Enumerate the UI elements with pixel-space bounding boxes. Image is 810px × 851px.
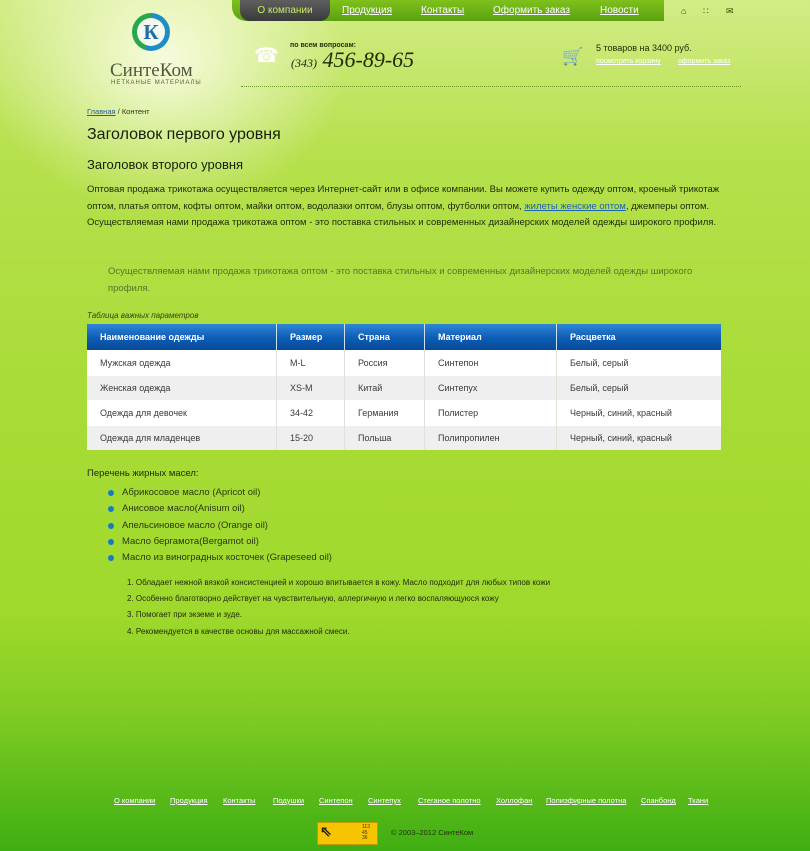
footer-link[interactable]: Полиэфирные полотна	[546, 796, 627, 805]
nav-item-products[interactable]: Продукция	[342, 5, 393, 16]
logo-mark[interactable]	[132, 13, 170, 51]
footer-link[interactable]: Подушки	[273, 796, 305, 805]
copyright: © 2003–2012 СинтеКом	[391, 828, 474, 837]
footer-link[interactable]: О компании	[114, 796, 156, 805]
footer-link[interactable]: Синтепух	[368, 796, 401, 805]
top-nav	[232, 0, 664, 21]
list-item-label: Анисовое масло(Anisum oil)	[122, 503, 245, 515]
table-cell: Польша	[345, 426, 425, 451]
bullet-icon	[108, 523, 114, 529]
list-item	[108, 503, 332, 519]
view-cart-link[interactable]: посмотреть корзину	[596, 58, 661, 65]
phone-code: (343)	[291, 56, 317, 70]
logo-letter: К	[137, 18, 165, 46]
table-header: Расцветка	[557, 324, 722, 351]
table-cell: Синтепон	[425, 351, 557, 376]
nav-item-order[interactable]: Оформить заказ	[493, 5, 570, 16]
list-item	[108, 520, 332, 536]
nav-item-contacts[interactable]: Контакты	[421, 5, 465, 16]
intro-link[interactable]: жилеты женские оптом	[524, 200, 626, 212]
sitemap-icon[interactable]: ∷	[703, 6, 709, 16]
mail-icon[interactable]: ✉	[726, 6, 734, 16]
counter-badge[interactable]	[317, 822, 378, 845]
table-row	[87, 401, 721, 426]
numbered-item: 1. Обладает нежной вязкой консистенцией и хорошо впитывается в кожу. Масло подходит для любых типов кожи	[127, 578, 551, 587]
bullet-icon	[108, 539, 114, 545]
oil-list	[108, 487, 332, 568]
phone-number	[291, 47, 414, 73]
list-item-label: Масло из виноградных косточек (Grapeseed oil)	[122, 552, 332, 564]
breadcrumb-home[interactable]: Главная	[87, 107, 116, 116]
table-cell: Синтепух	[425, 376, 557, 401]
footer-link[interactable]: Синтепон	[319, 796, 353, 805]
logo-name[interactable]: СинтеКом	[110, 60, 193, 81]
bullet-icon	[108, 490, 114, 496]
footer-link[interactable]: Контакты	[223, 796, 256, 805]
footer-link[interactable]: Ткани	[688, 796, 709, 805]
intro-text-2: , джемперы оптом. Осуществляемая нами продажа трикотажа оптом - это поставка стильных и современных дизайнерских моделей одежды широкого профиля.	[87, 200, 717, 228]
list-item-label: Масло бергамота(Bergamot oil)	[122, 535, 259, 547]
table-caption: Таблица важных параметров	[87, 311, 199, 320]
table-cell: Женская одежда	[87, 376, 277, 401]
footer-link[interactable]: Стеганое полотно	[418, 796, 481, 805]
cart-summary: 5 товаров на 3400 руб.	[596, 43, 692, 53]
breadcrumb-current: Контент	[121, 107, 150, 116]
table-cell: XS-M	[277, 376, 345, 401]
table-cell: Россия	[345, 351, 425, 376]
table-header: Наименование одежды	[87, 324, 277, 351]
table-row	[87, 376, 721, 401]
table-cell: Полипропилен	[425, 426, 557, 451]
list-item-label: Абрикосовое масло (Apricot oil)	[122, 487, 261, 498]
nav-item-company[interactable]: О компании	[240, 0, 330, 21]
counter-values	[362, 825, 370, 842]
home-icon[interactable]: ⌂	[681, 6, 687, 16]
nav-item-news[interactable]: Новости	[600, 5, 639, 16]
table-header: Материал	[425, 324, 557, 351]
blockquote: Осуществляемая нами продажа трикотажа оптом - это поставка стильных и современных дизайнерских моделей одежды широкого профиля.	[108, 266, 693, 294]
checkout-link[interactable]: оформить заказ	[678, 58, 731, 65]
table-cell: Одежда для девочек	[87, 401, 277, 426]
numbered-item: 3. Помогает при экземе и зуде.	[127, 610, 242, 620]
table-cell: M-L	[277, 351, 345, 376]
phone-digits: 456-89-65	[322, 47, 415, 72]
breadcrumb	[87, 107, 150, 116]
phone-label: по всем вопросам:	[290, 42, 356, 49]
page-title: Заголовок первого уровня	[87, 126, 281, 143]
logo-subtitle: НЕТКАНЫЕ МАТЕРИАЛЫ	[111, 80, 202, 86]
table-row	[87, 351, 721, 376]
numbered-item: 2. Особенно благотворно действует на чувствительную, аллергичную и легко воспаляющуюся кожу	[127, 594, 499, 604]
intro-text-1: Оптовая продажа трикотажа осуществляется через Интернет-сайт или в офисе компании. Вы можете купить одежду оптом, кроеный трикотаж оптом, платья оптом, кофты оптом, майки оптом, водолазки оптом, блузы оптом, футболки оптом,	[87, 184, 720, 212]
counter-value: 113	[362, 824, 370, 830]
arrow-icon: ⇖	[320, 823, 332, 839]
table-header: Размер	[277, 324, 345, 351]
list-item	[108, 552, 332, 568]
table-cell: Мужская одежда	[87, 351, 277, 376]
counter-value: 45	[362, 829, 368, 836]
table-cell: Одежда для младенцев	[87, 426, 277, 451]
page-subtitle: Заголовок второго уровня	[87, 157, 244, 172]
footer-link[interactable]: Холлофан	[496, 796, 533, 805]
bullet-icon	[108, 555, 114, 561]
table-cell: 15-20	[277, 426, 345, 451]
list-title: Перечень жирных масел:	[87, 468, 199, 479]
bullet-icon	[108, 506, 114, 512]
table-cell: Германия	[345, 401, 425, 426]
table-cell: Полистер	[425, 401, 557, 426]
table-cell: Черный, синий, красный	[557, 426, 722, 451]
phone-icon: ☎	[254, 45, 279, 67]
table-cell: Белый, серый	[557, 351, 722, 376]
cart-icon[interactable]: 🛒	[562, 47, 584, 66]
table-cell: Черный, синий, красный	[557, 401, 722, 426]
footer-link[interactable]: Спанбонд	[641, 796, 676, 805]
numbered-list	[127, 578, 550, 643]
table-cell: Китай	[345, 376, 425, 401]
table-cell: 34-42	[277, 401, 345, 426]
numbered-item: 4. Рекомендуется в качестве основы для массажной смеси.	[127, 626, 350, 636]
table-cell: Белый, серый	[557, 376, 722, 401]
table-header: Страна	[345, 324, 425, 351]
header-divider	[241, 86, 741, 87]
footer-link[interactable]: Продукция	[170, 796, 208, 805]
table-row	[87, 426, 721, 451]
list-item	[108, 536, 332, 552]
list-item-label: Апельсиновое масло (Orange oil)	[122, 519, 268, 531]
list-item	[108, 487, 332, 503]
params-table	[87, 324, 721, 450]
intro-paragraph	[87, 182, 727, 232]
breadcrumb-separator: /	[115, 107, 122, 116]
counter-value: 36	[362, 835, 368, 841]
